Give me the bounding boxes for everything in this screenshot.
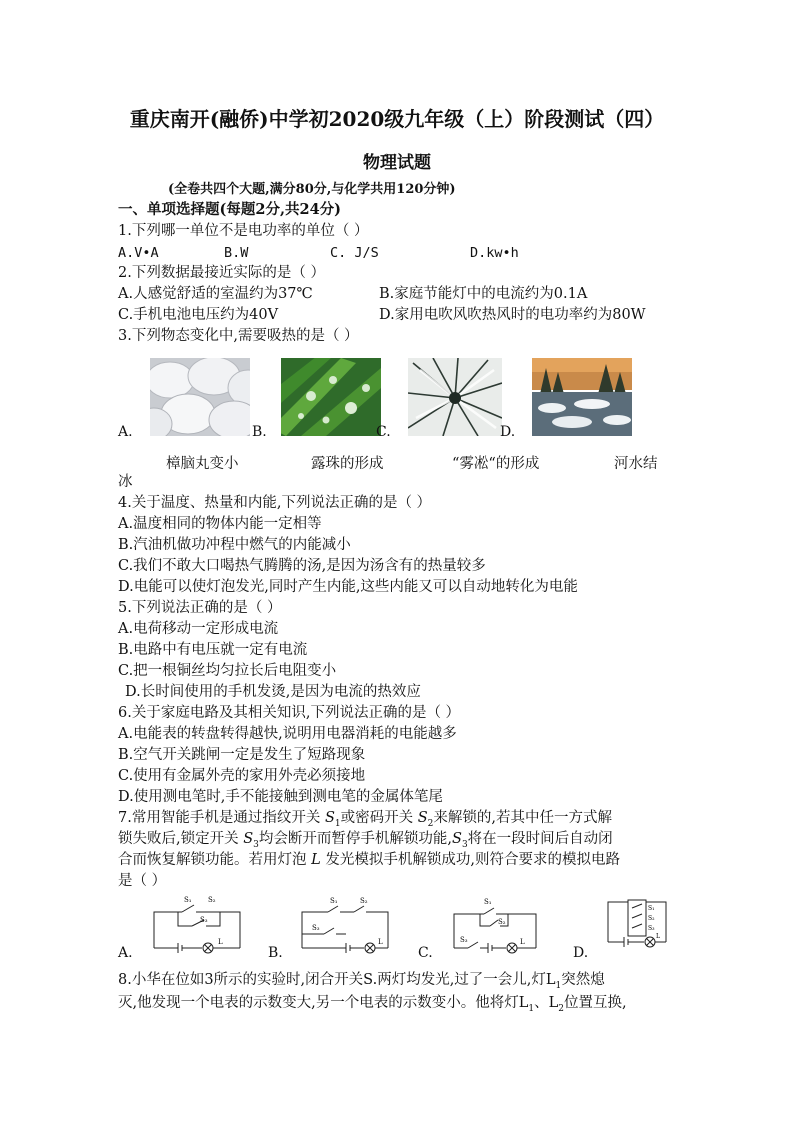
- circuit-b: [298, 890, 398, 956]
- q7-label-d: D.: [573, 945, 589, 961]
- circuit-b-s1: S₁: [330, 897, 338, 905]
- q6-stem: 6.关于家庭电路及其相关知识,下列说法正确的是（ ）: [118, 705, 461, 721]
- mothball-photo: [150, 358, 250, 436]
- q7-line-3: 合而恢复解锁功能。若用灯泡 L 发光模拟手机解锁成功,则符合要求的模拟电路: [118, 852, 620, 868]
- q2-option-b: B.家庭节能灯中的电流约为0.1A: [379, 286, 588, 302]
- exam-note: (全卷共四个大题,满分80分,与化学共用120分钟): [168, 182, 456, 197]
- circuit-a-s2: S₂: [208, 896, 216, 904]
- rime-photo: [408, 358, 502, 436]
- q3-caption-b: 露珠的形成: [311, 456, 384, 472]
- q3-label-c: C.: [376, 424, 391, 440]
- q3-label-d: D.: [500, 424, 516, 440]
- q5-option-c: C.把一根铜丝均匀拉长后电阻变小: [118, 663, 337, 679]
- q4-option-b: B.汽油机做功冲程中燃气的内能减小: [118, 537, 351, 553]
- q2-stem: 2.下列数据最接近实际的是（ ）: [118, 265, 325, 281]
- exam-subtitle: 物理试题: [363, 153, 431, 173]
- q7-label-b: B.: [268, 945, 283, 961]
- circuit-a-s3: S₃: [200, 916, 208, 924]
- q7-line-1: 7.常用智能手机是通过指纹开关 $S_1$或密码开关 $S_2$来解锁的,若其中任一方式解: [118, 810, 613, 829]
- q7-line-2: 锁失败后,锁定开关 $S_3$均会断开而暂停手机解锁功能$,S_3$将在一段时间后自动闭: [118, 831, 613, 850]
- q4-stem: 4.关于温度、热量和内能,下列说法正确的是（ ）: [118, 495, 432, 511]
- circuit-a-s1: S₁: [184, 896, 192, 904]
- circuit-b-lamp: L: [378, 938, 383, 946]
- q6-option-d: D.使用测电笔时,手不能接触到测电笔的金属体笔尾: [118, 789, 443, 805]
- q3-caption-wrap: 冰: [118, 474, 133, 490]
- q1-option-a: A.V•A: [118, 245, 159, 261]
- q3-stem: 3.下列物态变化中,需要吸热的是（ ）: [118, 328, 359, 344]
- circuit-c-s2: S₂: [498, 918, 506, 926]
- q4-option-c: C.我们不敢大口喝热气腾腾的汤,是因为汤含有的热量较多: [118, 558, 486, 574]
- q2-option-c: C.手机电池电压约为40V: [118, 307, 279, 323]
- circuit-c-s3: S₃: [460, 936, 468, 944]
- circuit-d-s3: S₃: [648, 925, 655, 932]
- q5-option-b: B.电路中有电压就一定有电流: [118, 642, 308, 658]
- q4-option-a: A.温度相同的物体内能一定相等: [118, 516, 322, 532]
- frozen-river-photo: [532, 358, 632, 436]
- q3-caption-a: 樟脑丸变小: [166, 456, 239, 472]
- q1-option-d: D.kw•h: [470, 245, 519, 261]
- q1-option-b: B.W: [224, 245, 249, 261]
- circuit-c-s1: S₁: [484, 898, 492, 906]
- q4-option-d: D.电能可以使灯泡发光,同时产生内能,这些内能又可以自动地转化为电能: [118, 579, 578, 595]
- q3-caption-c: “雾凇“的形成: [452, 456, 540, 472]
- circuit-d-lamp: L: [656, 933, 660, 940]
- q6-option-c: C.使用有金属外壳的家用外壳必须接地: [118, 768, 366, 784]
- q7-label-a: A.: [118, 945, 133, 961]
- q3-label-b: B.: [252, 424, 267, 440]
- q5-stem: 5.下列说法正确的是（ ）: [118, 600, 282, 616]
- circuit-b-s3: S₃: [312, 924, 320, 932]
- q7-line-4: 是（ ）: [118, 873, 167, 889]
- q8-line-2: 灭,他发现一个电表的示数变大,另一个电表的示数变小。他将灯$L_1$、$L_2$位置互换,: [118, 995, 627, 1014]
- q3-caption-d: 河水结: [614, 456, 658, 472]
- circuit-a-lamp: L: [218, 938, 223, 946]
- q1-stem: 1.下列哪一单位不是电功率的单位（ ）: [118, 223, 369, 239]
- q5-option-a: A.电荷移动一定形成电流: [118, 621, 279, 637]
- circuit-d-s1: S₁: [648, 905, 655, 912]
- circuit-c: [448, 890, 548, 956]
- circuit-c-lamp: L: [520, 938, 525, 946]
- q8-line-1: 8.小华在位如3所示的实验时,闭合开关S.两灯均发光,过了一会儿,灯$L_1$突然熄: [118, 972, 605, 991]
- q5-option-d: D.长时间使用的手机发烫,是因为电流的热效应: [125, 684, 421, 700]
- q2-option-a: A.人感觉舒适的室温约为37℃: [118, 286, 313, 302]
- circuit-a: [150, 890, 250, 956]
- circuit-b-s2: S₂: [360, 897, 368, 905]
- q1-option-c: C. J/S: [330, 245, 379, 261]
- q2-option-d: D.家用电吹风吹热风时的电功率约为80W: [379, 307, 646, 323]
- exam-title: 重庆南开(融侨)中学初2020级九年级（上）阶段测试（四）: [129, 107, 665, 131]
- q6-option-a: A.电能表的转盘转得越快,说明用电器消耗的电能越多: [118, 726, 457, 742]
- circuit-d-s2: S₂: [648, 915, 655, 922]
- section-heading: 一、单项选择题(每题2分,共24分): [118, 201, 342, 218]
- dew-photo: [281, 358, 381, 436]
- q3-label-a: A.: [118, 424, 133, 440]
- circuit-d: [604, 890, 674, 956]
- q7-label-c: C.: [418, 945, 433, 961]
- q6-option-b: B.空气开关跳闸一定是发生了短路现象: [118, 747, 366, 763]
